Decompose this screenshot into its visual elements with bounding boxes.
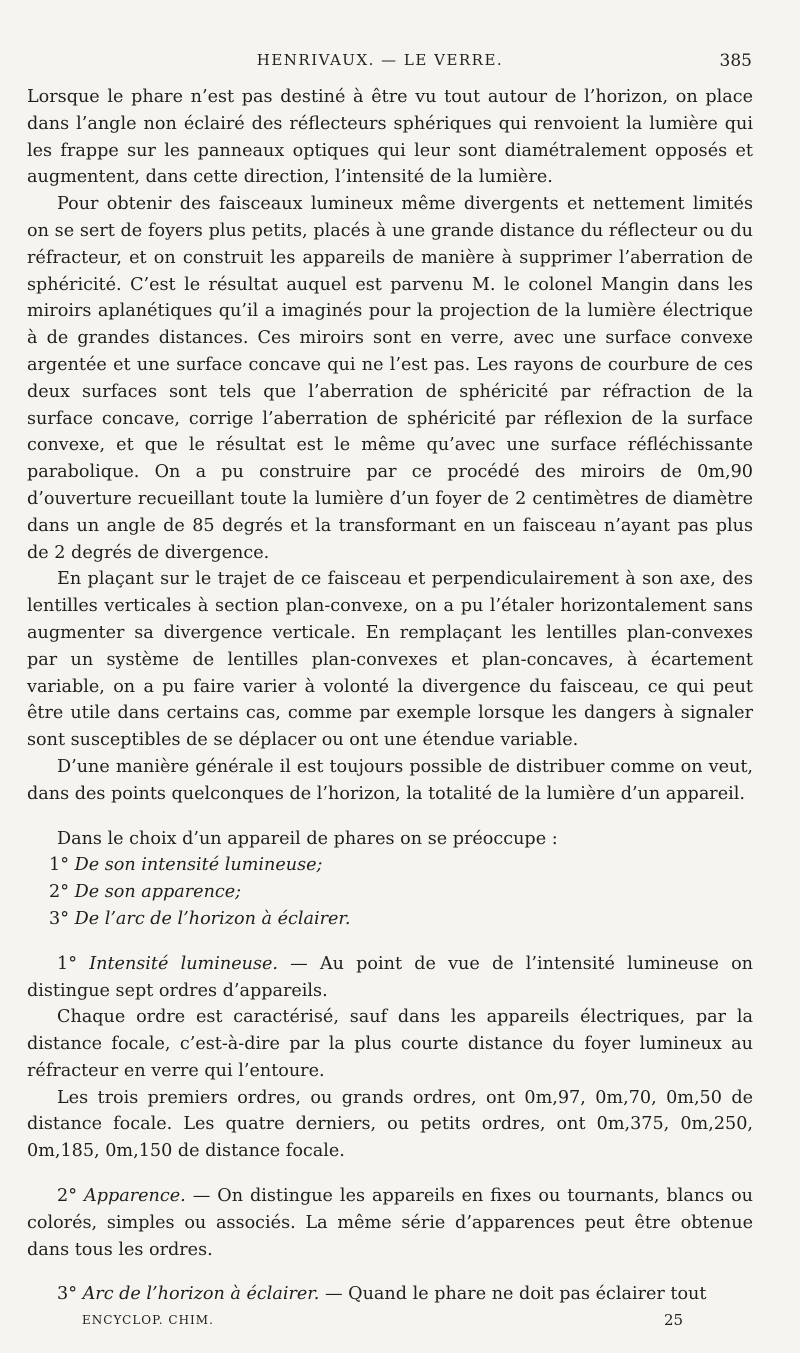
running-title: HENRIVAUX. — LE VERRE. <box>256 51 504 69</box>
section-1-title: Intensité lumineuse. <box>89 953 278 974</box>
section-1-paragraph-2: Chaque ordre est caractérisé, sauf dans les appareils électriques, par la distance focale, c’est-à-dire par la plus courte distance du foyer lumineux au réfracteur en verre qui l’entoure. <box>27 1007 753 1081</box>
section-3-title: Arc de l’horizon à éclairer. <box>82 1284 320 1305</box>
page-header <box>0 47 800 77</box>
section-1-paragraph <box>27 951 753 1005</box>
section-3-number: 3° <box>57 1284 77 1305</box>
footer-signature-left: ENCYCLOP. CHIM. <box>82 1313 214 1327</box>
section-1-text: — Au point de vue de l’intensité lumineuse on distingue sept ordres d’appareils. <box>27 953 754 1001</box>
criteria-number: 3° <box>49 908 69 929</box>
criteria-number: 1° <box>49 855 69 876</box>
section-2-title: Apparence. <box>83 1186 186 1207</box>
page-number: 385 <box>719 51 752 71</box>
criteria-number: 2° <box>49 882 69 903</box>
body-text <box>27 84 753 1308</box>
footer-signature-right: 25 <box>664 1311 684 1329</box>
paragraph-3: En plaçant sur le trajet de ce faisceau et perpendiculairement à son axe, des lentilles verticales à section plan-convexe, on a pu l’étaler horizontalement sans augmenter sa divergence verticale. En remplaçant les lentilles plan-convexes par un système de lentilles plan-convexes et plan-concaves, à écartement variable, on a pu faire varier à volonté la divergence du faisceau, ce qui peut être utile dans certains cas, comme par exemple lorsque les dangers à signaler sont susceptibles de se déplacer ou ont une étendue variable. <box>27 569 753 751</box>
paragraph-5: Dans le choix d’un appareil de phares on se préoccupe : <box>57 828 558 849</box>
section-2-paragraph <box>27 1183 753 1263</box>
paragraph-4: D’une manière générale il est toujours possible de distribuer comme on veut, dans des points quelconques de l’horizon, la totalité de la lumière d’un appareil. <box>27 756 753 804</box>
page-footer <box>0 1313 800 1343</box>
criteria-text: De l’arc de l’horizon à éclairer. <box>74 908 351 929</box>
criteria-item-3 <box>49 906 753 933</box>
section-1-paragraph-3: Les trois premiers ordres, ou grands ordres, ont 0m,97, 0m,70, 0m,50 de distance focale. Les quatre derniers, ou petits ordres, ont 0m,375, 0m,250, 0m,185, 0m,150 de distance focale. <box>27 1087 753 1162</box>
criteria-text: De son intensité lumineuse; <box>74 855 323 876</box>
section-2-number: 2° <box>57 1186 77 1207</box>
section-1-number: 1° <box>57 953 77 974</box>
criteria-item-1 <box>49 852 753 879</box>
paragraph-1: Lorsque le phare n’est pas destiné à être vu tout autour de l’horizon, on place dans l’angle non éclairé des réflecteurs sphériques qui renvoient la lumière qui les frappe sur les panneaux optiques qui leur sont diamétralement opposés et augmentent, dans cette direction, l’intensité de la lumière. <box>27 87 753 188</box>
criteria-item-2 <box>49 879 753 906</box>
section-3-paragraph <box>27 1281 753 1308</box>
section-3-text: — Quand le phare ne doit pas éclairer tout <box>319 1284 707 1305</box>
section-2-text: — On distingue les appareils en fixes ou tournants, blancs ou colorés, simples ou associés. La même série d’apparences peut être obtenue dans tous les ordres. <box>27 1186 753 1260</box>
criteria-text: De son apparence; <box>74 882 242 903</box>
paragraph-2: Pour obtenir des faisceaux lumineux même divergents et nettement limités on se sert de foyers plus petits, placés à une grande distance du réflecteur ou du réfracteur, et on construit les appareils de manière à supprimer l’aberration de sphéricité. C’est le résultat auquel est parvenu M. le colonel Mangin dans les miroirs aplanétiques qu’il a imaginés pour la projection de la lumière électrique à de grandes distances. Ces miroirs sont en verre, avec une surface convexe argentée et une surface concave qui ne l’est pas. Les rayons de courbure de ces deux surfaces sont tels que l’aberration de sphéricité par réfraction de la surface concave, corrige l’aberration de sphéricité par réflexion de la surface convexe, et que le résultat est le même qu’avec une surface réfléchissante parabolique. On a pu construire par ce procédé des miroirs de 0m,90 d’ouverture recueillant toute la lumière d’un foyer de 2 centimètres de diamètre dans un angle de 85 degrés et la transformant en un faisceau n’ayant pas plus de 2 degrés de divergence. <box>27 194 753 563</box>
